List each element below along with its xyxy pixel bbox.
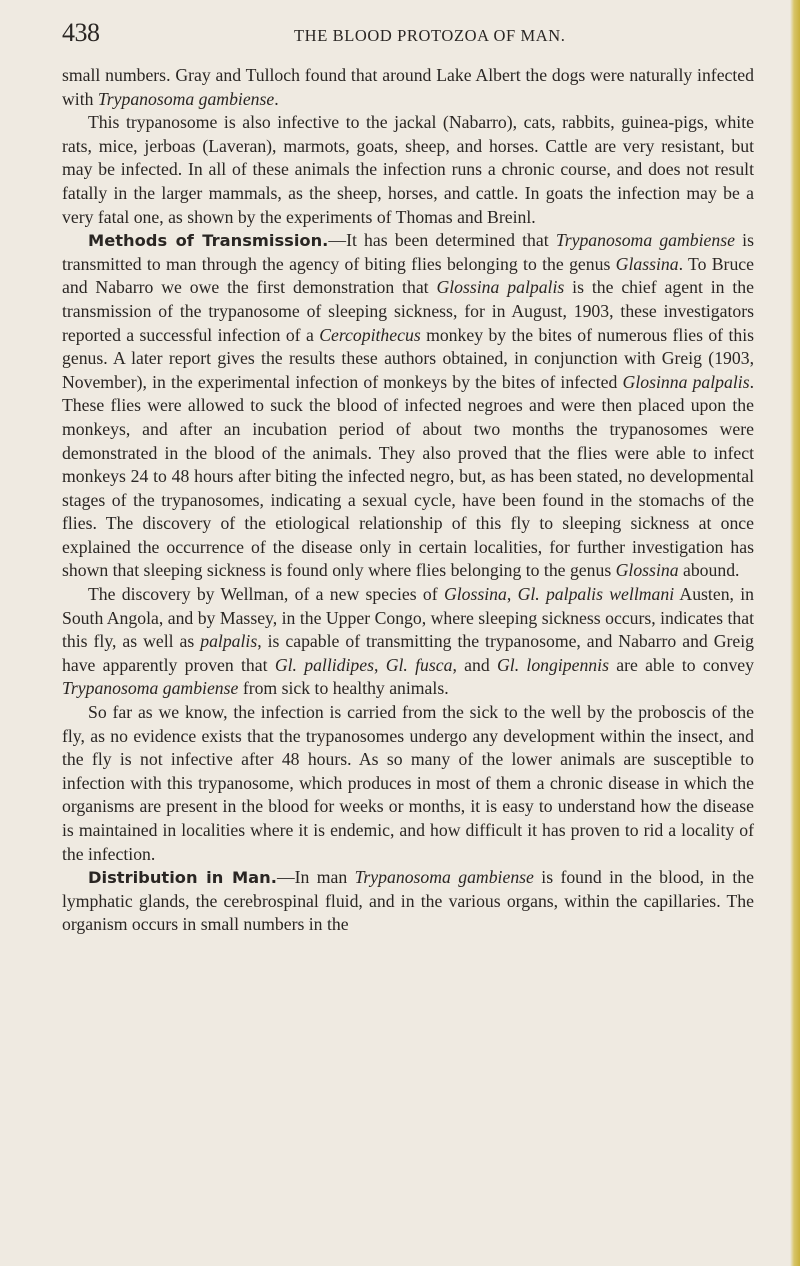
text-run: —It has been determined that <box>328 230 556 251</box>
italic-term: Glassina <box>615 253 679 274</box>
text-run: This trypanosome is also infective to the jackal (Nabarro), cats, rabbits, guinea-pigs, white rats, mice, jerboas (Laveran), marmots, goats, sheep, and horses. Cattle are very resistant, but may be infected. In all of these animals the infection runs a chronic course, and does not result fatally in the larger mammals, as the sheep, horses, and cattle. In goats the infection may be a very fatal one, as shown by the experiments of Thomas and Breinl. <box>62 112 754 227</box>
italic-term: Glossina <box>615 560 679 581</box>
text-run: small numbers. Gray and Tulloch found that around Lake Albert the dogs were naturally infected with <box>62 65 754 109</box>
italic-term: Trypanosoma gambiense <box>354 867 534 888</box>
text-run: , and <box>452 654 498 675</box>
text-run: Austen, in South Angola, and by Massey, in the Upper Congo, where sleeping sickness occurs, indicates that this fly, as well as <box>62 584 755 652</box>
text-run: is the chief agent in the transmission of the trypanosome of sleeping sickness, for in August, 1903, these investigators reported a successful infection of a <box>62 277 754 345</box>
text-run: , is capable of transmitting the trypanosome, and Nabarro and Greig have apparently proven that <box>62 631 754 675</box>
text-run: . To Bruce and Nabarro we owe the first demonstration that <box>62 253 754 298</box>
italic-term: Gl. pallidipes <box>274 654 375 675</box>
page-edge <box>790 0 800 1266</box>
text-run: . <box>274 88 279 109</box>
italic-term: Gl. fusca <box>385 654 453 675</box>
text-run: The discovery by Wellman, of a new species of <box>88 584 444 605</box>
italic-term: Gl. palpalis wellmani <box>517 584 675 605</box>
paragraph <box>62 866 754 937</box>
italic-term: Gl. longipennis <box>497 654 609 675</box>
italic-term: palpalis <box>200 631 258 652</box>
italic-term: Glosinna palpalis <box>622 371 750 392</box>
text-run: are able to convey <box>608 654 754 675</box>
italic-term: Trypanosoma gambiense <box>555 230 735 251</box>
paragraph <box>62 111 754 229</box>
text-run: is transmitted to man through the agency of biting flies belonging to the genus <box>62 230 754 274</box>
text-run: . These flies were allowed to suck the blood of infected negroes and were then placed upon the monkeys, and after an incubation period of about two months the trypanosomes were demonstrated in the blood of the animals. They also proved that the flies were able to infect monkeys 24 to 48 hours after biting the infected negro, but, as has been stated, no developmental stages of the trypanosomes, indicating a sexual cycle, have been found in the stomachs of the flies. The discovery of the etiological relationship of this fly to sleeping sickness at once explained the occurrence of the disease only in certain localities, for further investigation has shown that sleeping sickness is found only where flies belonging to the genus <box>62 371 754 581</box>
section-heading: Distribution in Man. <box>88 868 277 888</box>
paragraph <box>62 64 754 111</box>
text-run: , <box>506 584 518 605</box>
text-run: is found in the blood, in the lymphatic glands, the cerebrospinal fluid, and in the various organs, within the capillaries. The organism occurs in small numbers in the <box>62 867 755 935</box>
running-title: THE BLOOD PROTOZOA OF MAN. <box>294 26 566 45</box>
paragraph <box>62 583 754 701</box>
paragraph <box>62 701 754 866</box>
italic-term: Glossina <box>443 584 507 605</box>
text-run: abound. <box>678 560 740 581</box>
italic-term: Trypanosoma gambiense <box>97 88 275 109</box>
italic-term: Cercopithecus <box>319 324 421 345</box>
page-number: 438 <box>62 18 100 47</box>
text-run: from sick to healthy animals. <box>238 678 449 699</box>
section-heading: Methods of Transmission. <box>88 231 329 251</box>
text-run: —In man <box>276 867 355 888</box>
text-run: So far as we know, the infection is carried from the sick to the well by the proboscis of the fly, as no evidence exists that the trypanosomes undergo any development within the insect, and the fly is not infective after 48 hours. As so many of the lower animals are susceptible to infection with this trypanosome, which produces in most of them a chronic disease in which the organisms are present in the blood for weeks or months, it is easy to understand how the disease is maintained in localities where it is endemic, and how difficult it has proven to rid a locality of the infection. <box>62 702 754 864</box>
text-run: , <box>374 654 386 675</box>
italic-term: Glossina palpalis <box>436 277 565 298</box>
paragraph <box>62 229 754 583</box>
italic-term: Trypanosoma gambiense <box>62 678 239 699</box>
body-text <box>62 64 754 937</box>
running-head <box>62 18 752 58</box>
text-run: monkey by the bites of numerous flies of this genus. A later report gives the results these authors obtained, in conjunction with Greig (1903, November), in the experimental infection of monkeys by the bites of infected <box>62 324 755 392</box>
